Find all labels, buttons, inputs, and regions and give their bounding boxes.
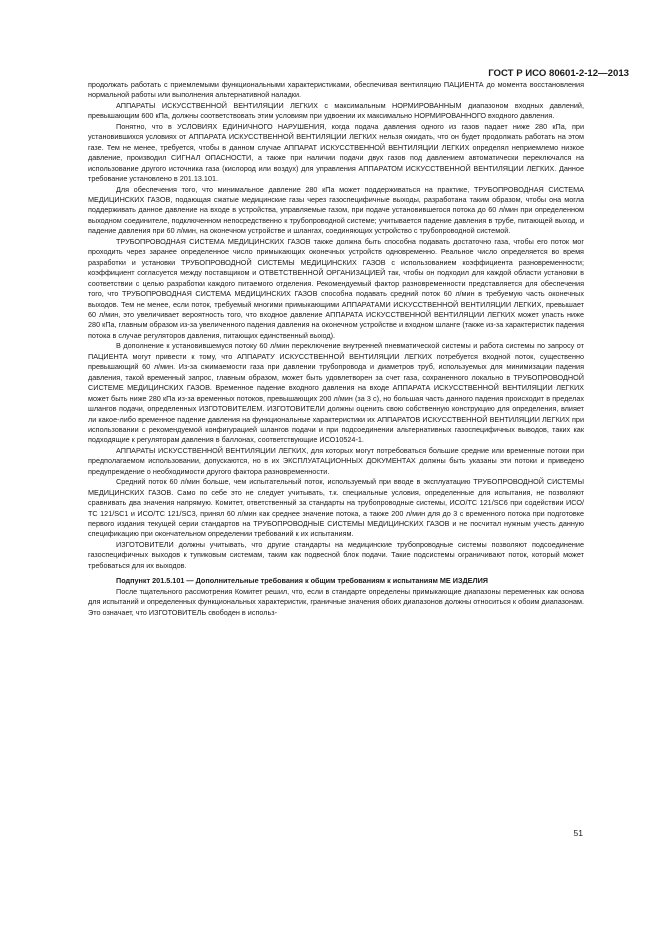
paragraph: АППАРАТЫ ИСКУССТВЕННОЙ ВЕНТИЛЯЦИИ ЛЕГКИХ с максимальным НОРМИРОВАННЫМ диапазоном входных давлений, превышающим 600 кПа, должны соответствовать этим условиям при удвоении их максимально НОРМИРОВАННОГО входного давления.	[88, 100, 584, 121]
document-body	[88, 80, 584, 618]
paragraph: Понятно, что в УСЛОВИЯХ ЕДИНИЧНОГО НАРУШЕНИЯ, когда подача давления одного из газов падает ниже 280 кПа, при установившихся условиях от АППАРАТА ИСКУССТВЕННОЙ ВЕНТИЛЯЦИИ ЛЕГКИХ нельзя ожидать, что он будет продолжать работать на этом газе. Тем не менее, требуется, чтобы в данном случае АППАРАТ ИСКУССТВЕННОЙ ВЕНТИЛЯЦИИ ЛЕГКИХ определял неприемлемо низкое давление, производил СИГНАЛ ОПАСНОСТИ, а также при наличии подачи двух газов под давлением автоматически переключался на использование другого источника газа (кислород или воздух) для управления АППАРАТОМ ИСКУССТВЕННОЙ ВЕНТИЛЯЦИИ ЛЕГКИХ. Данное требование установлено в 201.13.101.	[88, 121, 584, 184]
subclause-heading: Подпункт 201.5.101 — Дополнительные требования к общим требованиям к испытаниям МЕ ИЗДЕЛИЯ	[116, 576, 489, 586]
paragraph: Средний поток 60 л/мин больше, чем испытательный поток, используемый при вводе в эксплуатацию ТРУБОПРОВОДНОЙ СИСТЕМЫ МЕДИЦИНСКИХ ГАЗОВ. Само по себе это не следует учитывать, т.к. специальные условия, определенные для испытания, не позволяют сравнивать два значения напрямую. Комитет, ответственный за стандарты на трубопроводные системы, ИСО/ТС 121/SC6 при содействии ИСО/ТС 121/SC1 и ИСО/ТС 121/SC3, принял 60 л/мин как среднее значение потока, а также 200 л/мин для до 3 с временного потока при подготовке первого издания текущей серии стандартов на ТРУБОПРОВОДНЫЕ СИСТЕМЫ МЕДИЦИНСКИХ ГАЗОВ и не посчитал нужным учесть данную спецификацию при окончательном определении требований к их испытаниям.	[88, 477, 584, 539]
paragraph: продолжать работать с приемлемыми функциональными характеристиками, обеспечивая вентиляцию ПАЦИЕНТА до момента восстановления нормальной работы или выполнения альтернативной наладки.	[88, 80, 584, 100]
page-number: 51	[573, 828, 583, 838]
paragraph: Для обеспечения того, что минимальное давление 280 кПа может поддерживаться на практике, ТРУБОПРОВОДНАЯ СИСТЕМА МЕДИЦИНСКИХ ГАЗОВ, подающая сжатые медицинские газы через газоспецифичные выходы, разработана таким образом, чтобы она могла поддерживать данное давление на входе в устройства, управляемые газом, при подаче установившегося потока до 60 л/мин при определенном выходном соединителе, подключенном непосредственно к трубопроводной системе; учитывается падение давления в трубе, питающей выход, и падение давления при 60 л/мин, на оконечном устройстве и шлангах, соединяющих устройство с трубопроводной системой.	[88, 184, 584, 236]
paragraph: После тщательного рассмотрения Комитет решил, что, если в стандарте определены примыкающие диапазоны переменных как основа для испытаний и определенных функциональных характеристик, граничные значения обоих диапазонов должны относиться к обоим диапазонам. Это означает, что ИЗГОТОВИТЕЛЬ свободен в использ-	[88, 586, 584, 617]
document-header: ГОСТ Р ИСО 80601-2-12—2013	[488, 68, 629, 79]
paragraph: ИЗГОТОВИТЕЛИ должны учитывать, что другие стандарты на медицинские трубопроводные системы позволяют подсоединение газоспецифичных выходов к тупиковым системам, таким как подвесной блок подачи. Такие подсистемы ограничивают поток, который может требоваться для их выходов.	[88, 539, 584, 570]
paragraph: В дополнение к установившемуся потоку 60 л/мин переключение внутренней пневматической системы и работа системы по запросу от ПАЦИЕНТА могут привести к тому, что АППАРАТУ ИСКУССТВЕННОЙ ВЕНТИЛЯЦИИ ЛЕГКИХ потребуется входной поток, существенно превышающий 60 л/мин. Из-за сжимаемости газа при давлении трубопровода и диаметров труб, используемых для минимизации падения давления, такой временный запрос, главным образом, может быть удовлетворен за счет газа, сохраненного локально в ТРУБОПРОВОДНОЙ СИСТЕМЕ МЕДИЦИНСКИХ ГАЗОВ. Временное падение входного давления на входе АППАРАТА ИСКУССТВЕННОЙ ВЕНТИЛЯЦИИ ЛЕГКИХ может быть ниже 280 кПа из-за временных потоков, превышающих 200 л/мин (за 3 с), но большая часть данного падения происходит в пределах шлангов подачи, определенных ИЗГОТОВИТЕЛЕМ. ИЗГОТОВИТЕЛИ должны оценить свою собственную конструкцию для определения, влияет ли какое-либо временное падение давления на функциональные характеристики их АППАРАТОВ ИСКУССТВЕННОЙ ВЕНТИЛЯЦИИ ЛЕГКИХ при использовании с рекомендуемой конфигурацией шлангов подачи и при подсоединении альтернативных газоспецифичных выводов, таких как подходящие к регуляторам давления в баллонах, соответствующие ИСО10524-1.	[88, 341, 584, 445]
paragraph: ТРУБОПРОВОДНАЯ СИСТЕМА МЕДИЦИНСКИХ ГАЗОВ также должна быть способна подавать достаточно газа, чтобы его поток мог проходить через заранее определенное число примыкающих оконечных устройств одновременно. Реальное число определяется во время разработки и установки ТРУБОПРОВОДНОЙ СИСТЕМЫ МЕДИЦИНСКИХ ГАЗОВ с использованием коэффициента разновременности; коэффициент согласуется между поставщиком и ОТВЕТСТВЕННОЙ ОРГАНИЗАЦИЕЙ так, чтобы он подходил для каждой области установки в соответствии с целью разработки каждого питаемого отделения. Рекомендуемый фактор разновременности представляется для обеспечения того, что ТРУБОПРОВОДНАЯ СИСТЕМА МЕДИЦИНСКИХ ГАЗОВ способна подавать средний поток 60 л/мин в требуемую часть оконечных выходов. Тем не менее, если поток, требуемый многими примыкающими АППАРАТАМИ ИСКУССТВЕННОЙ ВЕНТИЛЯЦИИ ЛЕГКИХ, превышает 60 л/мин, это увеличивает вероятность того, что входное давление АППАРАТА ИСКУССТВЕННОЙ ВЕНТИЛЯЦИИ ЛЕГКИХ может упасть ниже 280 кПа, главным образом из-за увеличенного падения давления на оконечном устройстве и входном шланге (также из-за характеристик падения потока в случае регуляторов давления, питающих единственный выход).	[88, 236, 584, 340]
paragraph: АППАРАТЫ ИСКУССТВЕННОЙ ВЕНТИЛЯЦИИ ЛЕГКИХ, для которых могут потребоваться большие средние или временные потоки при предполагаемом использовании, допускаются, но в их ЭКСПЛУАТАЦИОННЫХ ДОКУМЕНТАХ должны быть указаны эти потоки и приведено предупреждение о необходимости другого фактора разновременности.	[88, 445, 584, 476]
